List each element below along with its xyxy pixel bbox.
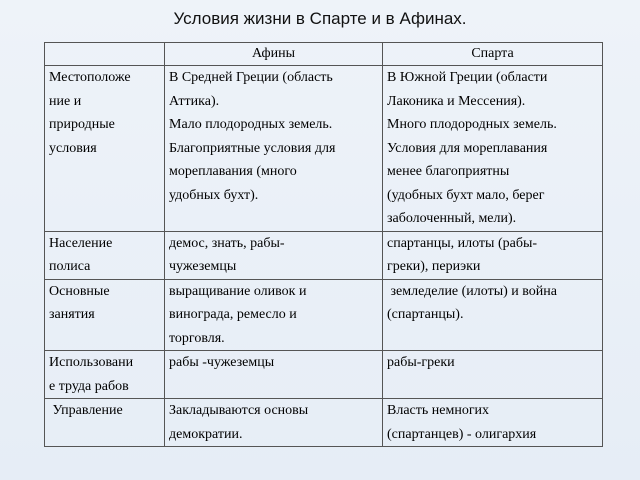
sparta-governance-cell: Власть немногих (спартанцев) - олигархия: [383, 399, 603, 447]
header-corner: [45, 43, 165, 66]
row-label-location: Местоположе ние и природные условия: [45, 66, 165, 232]
athens-population-cell: демос, знать, рабы- чужеземцы: [165, 231, 383, 279]
table-row: [45, 399, 603, 447]
row-label-occupations: Основные занятия: [45, 279, 165, 351]
table-row: [45, 279, 603, 351]
sparta-slave-labor-cell: рабы-греки: [383, 351, 603, 399]
row-label-population: Население полиса: [45, 231, 165, 279]
sparta-population-cell: спартанцы, илоты (рабы- греки), периэки: [383, 231, 603, 279]
row-label-governance: Управление: [45, 399, 165, 447]
row-label-slave-labor: Использовани е труда рабов: [45, 351, 165, 399]
header-row: [45, 43, 603, 66]
athens-governance-cell: Закладываются основы демократии.: [165, 399, 383, 447]
comparison-table: [44, 42, 603, 447]
table-row: [45, 66, 603, 232]
table-row: [45, 231, 603, 279]
athens-slave-labor-cell: рабы -чужеземцы: [165, 351, 383, 399]
athens-occupations-cell: выращивание оливок и винограда, ремесло и торговля.: [165, 279, 383, 351]
sparta-location-cell: В Южной Греции (области Лаконика и Мессения). Много плодородных земель. Условия для мореплавания менее благоприятны (удобных бухт мало, берег заболоченный, мели).: [383, 66, 603, 232]
athens-location-cell: В Средней Греции (область Аттика). Мало плодородных земель. Благоприятные условия для мореплавания (много удобных бухт).: [165, 66, 383, 232]
sparta-occupations-cell: земледелие (илоты) и война (спартанцы).: [383, 279, 603, 351]
header-sparta: Спарта: [383, 43, 603, 66]
table-row: [45, 351, 603, 399]
page-title: Условия жизни в Спарте и в Афинах.: [173, 9, 467, 28]
header-athens: Афины: [165, 43, 383, 66]
